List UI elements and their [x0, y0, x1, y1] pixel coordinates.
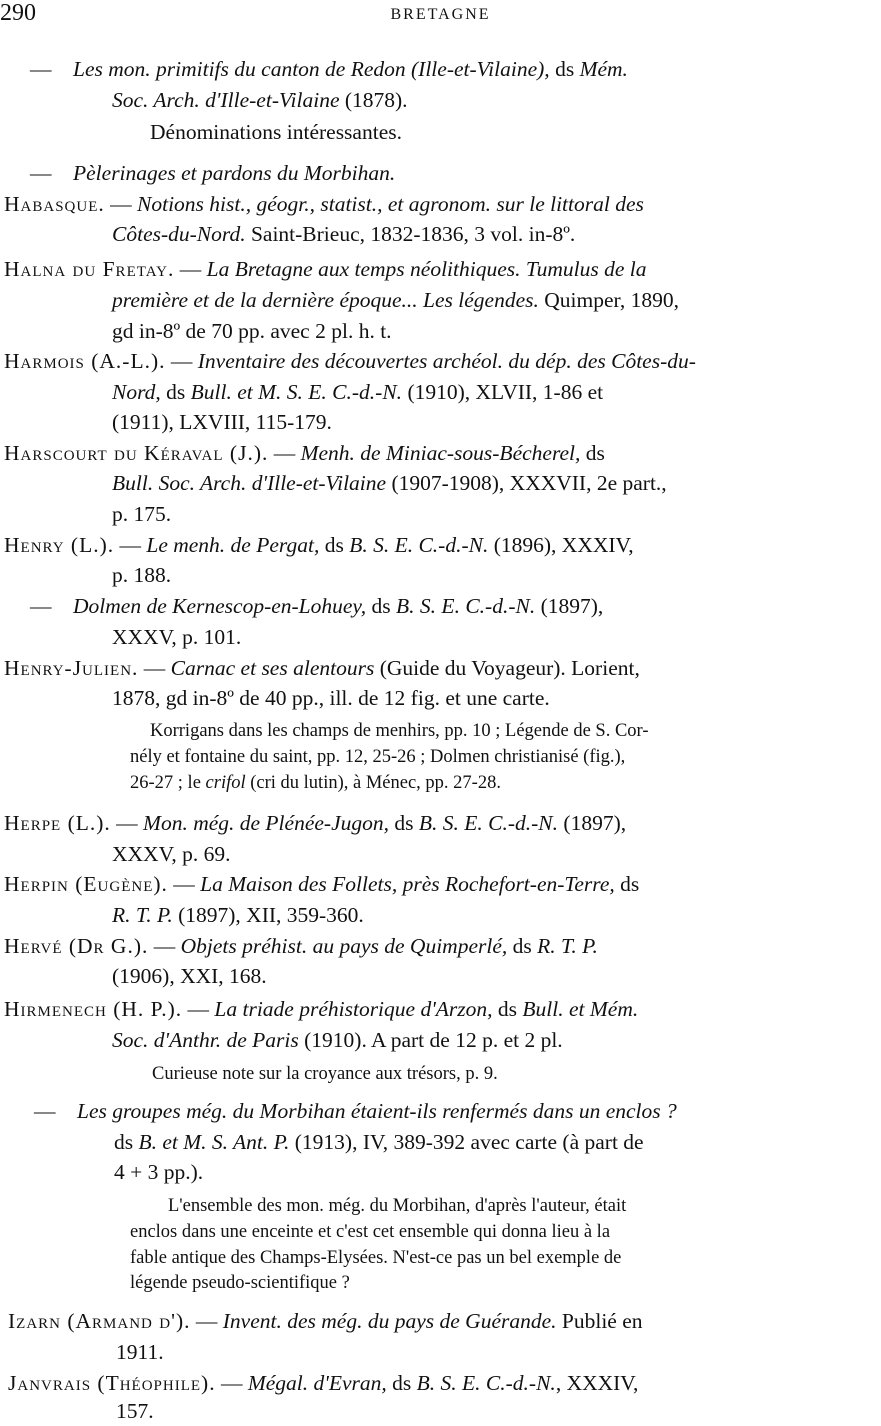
- entry-line: p. 175.: [112, 502, 172, 526]
- annotation-note: légende pseudo-scientifique ?: [130, 1273, 350, 1293]
- entry-line: Hirmenech (H. P.). — La triade préhistorique d'Arzon, ds Bull. et Mém.: [4, 997, 639, 1021]
- entry-line: p. 188.: [112, 563, 172, 587]
- author-name: Harscourt du Kéraval (J.).: [4, 441, 269, 465]
- running-head: BRETAGNE: [390, 6, 491, 23]
- author-name: Halna du Fretay.: [4, 257, 175, 281]
- journal-title: Bull. Soc. Arch. d'Ille-et-Vilaine: [112, 471, 387, 495]
- work-title: Menh. de Miniac-sous-Bécherel,: [300, 441, 581, 465]
- page-number: 290: [0, 0, 36, 26]
- author-name: Janvrais (Théophile).: [8, 1371, 216, 1395]
- entry-line: Herpe (L.). — Mon. még. de Plénée-Jugon, ds B. S. E. C.-d.-N. (1897),: [4, 811, 627, 835]
- entry-line: gd in-8º de 70 pp. avec 2 pl. h. t.: [112, 319, 392, 343]
- annotation-note: 26-27 ; le crifol (cri du lutin), à Ménec, pp. 27-28.: [130, 773, 501, 793]
- entry-line: Habasque. — Notions hist., géogr., statist., et agronom. sur le littoral des: [4, 192, 644, 216]
- work-title: Nord,: [112, 380, 161, 404]
- author-name: Hirmenech (H. P.).: [4, 997, 183, 1021]
- entry-line: Soc. Arch. d'Ille-et-Vilaine (1878).: [112, 88, 408, 112]
- annotation-note: Dénominations intéressantes.: [150, 120, 402, 144]
- entry-line: Herpin (Eugène). — La Maison des Follets, près Rochefort-en-Terre, ds: [4, 872, 640, 896]
- annotation-note: nély et fontaine du saint, pp. 12, 25-26 ; Dolmen christianisé (fig.),: [130, 747, 626, 767]
- annotation-note: L'ensemble des mon. még. du Morbihan, d'après l'auteur, était: [168, 1196, 627, 1216]
- entry-line: Harscourt du Kéraval (J.). — Menh. de Miniac-sous-Bécherel, ds: [4, 441, 605, 465]
- entry-line: 4 + 3 pp.).: [114, 1160, 204, 1184]
- author-name: Herpe (L.).: [4, 811, 111, 835]
- annotation-note: Korrigans dans les champs de menhirs, pp. 10 ; Légende de S. Cor-: [150, 721, 649, 741]
- journal-title: R. T. P.: [537, 934, 598, 958]
- journal-title: B. S. E. C.-d.-N.: [349, 533, 489, 557]
- entry-line: XXXV, p. 69.: [112, 842, 231, 866]
- annotation-note: Curieuse note sur la croyance aux trésors, p. 9.: [152, 1064, 498, 1084]
- journal-title: Mém.: [579, 57, 628, 81]
- journal-title: B. S. E. C.-d.-N.: [396, 594, 536, 618]
- work-title: Côtes-du-Nord.: [112, 222, 246, 246]
- work-title: La triade préhistorique d'Arzon,: [214, 997, 493, 1021]
- author-name: Henry (L.).: [4, 533, 115, 557]
- journal-title: B. S. E. C.-d.-N.: [416, 1371, 556, 1395]
- work-title: Dolmen de Kernescop-en-Lohuey,: [73, 594, 367, 618]
- journal-title: Soc. Arch. d'Ille-et-Vilaine: [112, 88, 340, 112]
- entry-line: Soc. d'Anthr. de Paris (1910). A part de 12 p. et 2 pl.: [112, 1028, 563, 1052]
- entry-line: — Les groupes még. du Morbihan étaient-ils renfermés dans un enclos ?: [34, 1099, 677, 1123]
- journal-title: B. S. E. C.-d.-N.: [418, 811, 559, 835]
- author-name: Harmois (A.-L.).: [4, 349, 166, 373]
- work-title: Objets préhist. au pays de Quimperlé,: [180, 934, 508, 958]
- entry-line: 1911.: [116, 1340, 164, 1364]
- work-title: Inventaire des découvertes archéol. du dép. des Côtes-du-: [197, 349, 696, 373]
- journal-title: R. T. P.: [112, 903, 173, 927]
- entry-line: Côtes-du-Nord. Saint-Brieuc, 1832-1836, 3 vol. in-8º.: [112, 222, 576, 246]
- entry-line: — Pèlerinages et pardons du Morbihan.: [30, 161, 396, 185]
- author-name: Henry-Julien.: [4, 656, 139, 680]
- work-title: Notions hist., géogr., statist., et agronom. sur le littoral des: [137, 192, 644, 216]
- entry-line: Henry-Julien. — Carnac et ses alentours (Guide du Voyageur). Lorient,: [4, 656, 640, 680]
- work-title: première et de la dernière époque... Les légendes.: [112, 288, 539, 312]
- entry-line: Hervé (Dr G.). — Objets préhist. au pays de Quimperlé, ds R. T. P.: [4, 934, 598, 958]
- author-name: Herpin (Eugène).: [4, 872, 168, 896]
- author-name: Hervé (Dr G.).: [4, 934, 149, 958]
- annotation-note: enclos dans une enceinte et c'est cet ensemble qui donna lieu à la: [130, 1222, 611, 1242]
- entry-line: XXXV, p. 101.: [112, 625, 242, 649]
- journal-title: B. et M. S. Ant. P.: [138, 1130, 290, 1154]
- work-title: La Maison des Follets, près Rochefort-en-Terre,: [200, 872, 615, 896]
- entry-line: Henry (L.). — Le menh. de Pergat, ds B. S. E. C.-d.-N. (1896), XXXIV,: [4, 533, 634, 557]
- work-title: Les groupes még. du Morbihan étaient-ils renfermés dans un enclos ?: [77, 1099, 677, 1123]
- entry-line: 1878, gd in-8º de 40 pp., ill. de 12 fig. et une carte.: [112, 686, 550, 710]
- entry-line: Harmois (A.-L.). — Inventaire des découvertes archéol. du dép. des Côtes-du-: [4, 349, 696, 373]
- entry-line: Izarn (Armand d'). — Invent. des még. du pays de Guérande. Publié en: [8, 1309, 643, 1333]
- entry-line: Halna du Fretay. — La Bretagne aux temps néolithiques. Tumulus de la: [4, 257, 647, 281]
- entry-line: R. T. P. (1897), XII, 359-360.: [112, 903, 364, 927]
- journal-title: Bull. et Mém.: [522, 997, 639, 1021]
- work-title: Carnac et ses alentours: [170, 656, 375, 680]
- work-title: Pèlerinages et pardons du Morbihan.: [73, 161, 396, 185]
- entry-line: ds B. et M. S. Ant. P. (1913), IV, 389-392 avec carte (à part de: [114, 1130, 644, 1154]
- page-header: [0, 0, 881, 34]
- work-title: Invent. des még. du pays de Guérande.: [222, 1309, 557, 1333]
- journal-title: Soc. d'Anthr. de Paris: [112, 1028, 299, 1052]
- entry-line: Janvrais (Théophile). — Mégal. d'Evran, ds B. S. E. C.-d.-N., XXXIV,: [8, 1371, 639, 1395]
- entry-line: (1911), LXVIII, 115-179.: [112, 410, 332, 434]
- entry-line: Bull. Soc. Arch. d'Ille-et-Vilaine (1907-1908), XXXVII, 2e part.,: [112, 471, 667, 495]
- entry-line: 157.: [116, 1399, 154, 1423]
- work-title: Le menh. de Pergat,: [146, 533, 320, 557]
- work-title: Mégal. d'Evran,: [247, 1371, 387, 1395]
- annotation-note: fable antique des Champs-Elysées. N'est-ce pas un bel exemple de: [130, 1248, 622, 1268]
- journal-title: Bull. et M. S. E. C.-d.-N.: [190, 380, 403, 404]
- entry-line: Nord, ds Bull. et M. S. E. C.-d.-N. (1910), XLVII, 1-86 et: [112, 380, 604, 404]
- entry-line: (1906), XXI, 168.: [112, 964, 267, 988]
- entry-line: — Dolmen de Kernescop-en-Lohuey, ds B. S. E. C.-d.-N. (1897),: [30, 594, 604, 618]
- entry-line: — Les mon. primitifs du canton de Redon (Ille-et-Vilaine), ds Mém.: [30, 57, 628, 81]
- entry-line: première et de la dernière époque... Les légendes. Quimper, 1890,: [112, 288, 679, 312]
- work-title: La Bretagne aux temps néolithiques. Tumulus de la: [206, 257, 647, 281]
- author-name: Habasque.: [4, 192, 105, 216]
- work-title: Les mon. primitifs du canton de Redon (Ille-et-Vilaine),: [73, 57, 550, 81]
- work-title: Mon. még. de Plénée-Jugon,: [143, 811, 389, 835]
- author-name: Izarn (Armand d').: [8, 1309, 191, 1333]
